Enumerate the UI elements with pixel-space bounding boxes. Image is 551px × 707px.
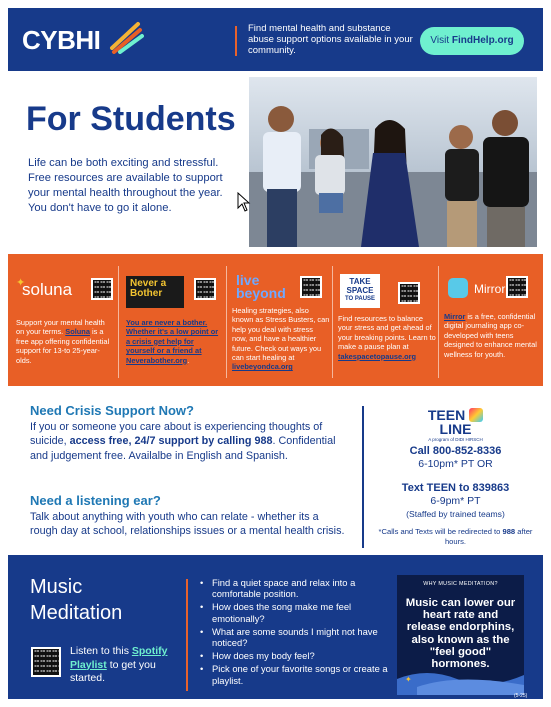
teen-line-call-number[interactable]: Call 800-852-8336: [409, 445, 502, 457]
list-item: • What are some sounds I might not have noticed?: [200, 626, 388, 648]
crisis-body: If you or someone you care about is experiencing thoughts of suicide, access free, 24/7 support by calling 988. Confidential and judgement free. Availalbe in English and Spanish.: [30, 421, 336, 462]
teen-line-text-hours: 6-9pm* PT: [430, 495, 481, 507]
crisis-heading: Need Crisis Support Now?: [30, 403, 194, 418]
resources-band: [8, 254, 543, 386]
flyer-page: [8, 8, 543, 699]
students-photo: [249, 77, 537, 247]
meditation-steps-list: [200, 577, 388, 688]
listening-heading: Need a listening ear?: [30, 493, 161, 508]
live-beyond-description: Healing strategies, also known as Stress Busters, can help you deal with stress now, and have a healthier future. Check out ways you can start healing at livebeyondca.org: [232, 306, 330, 372]
header-tagline: Find mental health and substance abuse support options available in your community.: [248, 23, 413, 56]
mirror-logo: Mirror: [474, 282, 506, 296]
takespacetopause-link[interactable]: takespacetopause.org: [338, 351, 417, 361]
soluna-link[interactable]: Soluna: [65, 327, 90, 337]
take-space-qr-code: [398, 282, 420, 304]
sparkle-icon: ✦: [405, 675, 412, 684]
never-a-bother-description: You are never a bother. Whether it's a low point or a crisis get help for yourself or a friend at Neverabother.org.: [126, 318, 219, 365]
take-space-to-pause-logo: TAKE SPACE TO PAUSE: [340, 274, 380, 308]
visit-findhelp-button[interactable]: [420, 27, 524, 55]
header-divider: [235, 26, 237, 56]
list-item: • How does my body feel?: [200, 650, 388, 661]
spotify-playlist-link[interactable]: Spotify Playlist: [70, 645, 168, 671]
resource-soluna: [16, 262, 114, 380]
why-music-meditation-box: [397, 575, 524, 695]
spotify-qr-code: [31, 647, 61, 677]
page-title: For Students: [26, 100, 236, 138]
resource-separator: [438, 266, 439, 378]
why-music-text: Music can lower our heart rate and release endorphins, also known as the "feel good" hormones.: [405, 597, 516, 671]
teen-line-logo: TEEN LINE: [368, 408, 543, 436]
soluna-description: Support your mental health on your terms. Soluna is a free app offering confidential support for 13-to 25-year-olds.: [16, 318, 110, 365]
logo-stripes-icon: [108, 18, 144, 54]
mouse-cursor-icon: [237, 192, 251, 212]
document-code: (5-25): [514, 693, 528, 699]
teen-line-text-number[interactable]: Text TEEN to 839863: [401, 482, 510, 494]
listening-body: Talk about anything with youth who can relate - whether its a rough day at school, relationships issues or a mental health crisis.: [30, 511, 345, 538]
mirror-qr-code: [506, 276, 528, 298]
why-music-label: WHY MUSIC MEDITATION?: [423, 581, 498, 587]
button-prefix: Visit: [430, 35, 452, 46]
section-divider: [362, 406, 364, 548]
list-item: • Pick one of your favorite songs or create a playlist.: [200, 663, 388, 685]
soluna-logo: soluna: [22, 280, 73, 299]
mirror-app-icon: [448, 278, 468, 298]
music-meditation-title: Music Meditation: [30, 576, 123, 624]
mirror-link[interactable]: Mirror: [444, 312, 466, 321]
teen-line-badge-icon: [469, 408, 483, 422]
live-beyond-logo: live beyond: [236, 272, 286, 301]
mirror-description: Mirror is a free, confidential digital journaling app co-developed with teens designed to enhance mental wellness for youth.: [444, 312, 537, 359]
students-illustration: [249, 77, 537, 247]
live-beyond-qr-code: [300, 276, 322, 298]
button-link: FindHelp.org: [451, 35, 514, 46]
resource-mirror: [444, 262, 542, 380]
hero-intro: Life can be both exciting and stressful. Free resources are available to support your mental health throughout the year. You don't have to go it alone.: [28, 157, 223, 214]
soluna-qr-code: [91, 278, 113, 300]
teen-line-panel: [368, 400, 543, 546]
resource-never-a-bother: [126, 262, 224, 380]
list-item: • Find a quiet space and relax into a comfortable position.: [200, 577, 388, 599]
never-a-bother-logo: Never a Bother: [126, 276, 184, 308]
teen-line-call-hours: 6-10pm* PT OR: [418, 458, 493, 470]
teen-line-staffed-note: (Staffed by trained teams): [406, 509, 505, 519]
list-item: • How does the song make me feel emotionally?: [200, 601, 388, 623]
header-bar: [8, 8, 543, 71]
never-a-bother-qr-code: [194, 278, 216, 300]
resource-separator: [226, 266, 227, 378]
take-space-description: Find resources to balance your stress and get ahead of your breaking points. Learn to make a pause plan at takespacetopause.org: [338, 314, 436, 361]
music-divider: [186, 579, 188, 691]
neverabother-link[interactable]: You are never a bother. Whether it's a low point or a crisis get help for yourself or a friend at Neverabother.org: [126, 318, 219, 365]
resource-separator: [118, 266, 119, 378]
music-meditation-band: [8, 555, 543, 699]
teen-line-after-hours-note: *Calls and Texts will be redirected to 988 after hours.: [378, 527, 533, 546]
resource-live-beyond: [232, 262, 330, 380]
sparkle-icon: ✦: [16, 277, 26, 289]
teen-line-subtitle: A program of DIDI HIRSCH: [428, 437, 483, 442]
crisis-988-callout: access free, 24/7 support by calling 988: [69, 435, 273, 448]
resource-take-space: [338, 262, 436, 380]
spotify-playlist-text: Listen to this Spotify Playlist to get you started.: [70, 645, 168, 684]
cybhi-logo: CYBHI: [22, 25, 101, 55]
resource-separator: [332, 266, 333, 378]
livebeyondca-link[interactable]: livebeyondca.org: [232, 362, 293, 372]
